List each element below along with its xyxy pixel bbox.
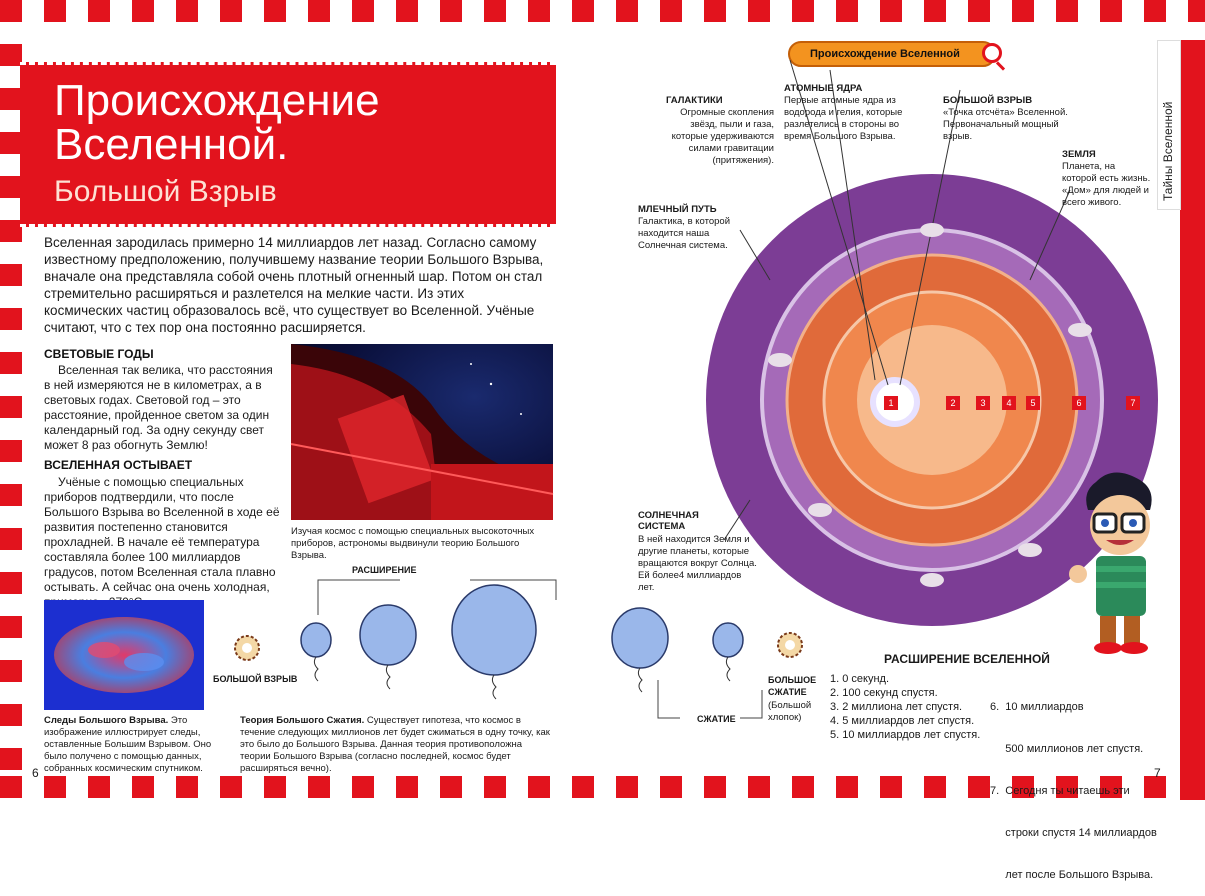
stage-marker-1: 1 bbox=[884, 396, 898, 410]
bigbang-heading: БОЛЬШОЙ ВЗРЫВ bbox=[943, 95, 1033, 106]
intro-paragraph: Вселенная зародилась примерно 14 миллиардов лет назад. Согласно самому известному предположению, получившему название теории Большого Взрыва, вначале она представляла собой очень плотный огненный шар. Потом он стал стремительно расширяться и разлетелся на мелкие части. Из этих космических частиц образовалось всё, что существует во Вселенной. Учёные считают, что с тех пор она постоянно расширяется. bbox=[44, 235, 544, 335]
big-bang-burst-icon bbox=[235, 636, 259, 660]
compression-bracket bbox=[658, 680, 762, 718]
crunch-caption-text: Существует гипотеза, что космос в течение следующих миллионов лет будет сжиматься в одну точку, как это было до Большого Взрыва. Данная теория противоположна теории Большого Взрыва (согласно последней, космос будет расширяться вечно). bbox=[240, 715, 550, 774]
stage-marker-7: 7 bbox=[1126, 396, 1140, 410]
right-red-bar bbox=[1180, 40, 1205, 800]
earth-heading: ЗЕМЛЯ bbox=[1062, 149, 1096, 160]
balloon-5-icon bbox=[713, 623, 743, 681]
title-block bbox=[20, 62, 556, 227]
legend-item: лет после Большого Взрыва. bbox=[990, 869, 1154, 881]
balloon-4-icon bbox=[612, 608, 668, 692]
expansion-label: РАСШИРЕНИЕ bbox=[352, 565, 417, 575]
page-number-right: 7 bbox=[1154, 766, 1161, 780]
observatory-photo bbox=[291, 344, 553, 520]
stage-marker-4: 4 bbox=[1002, 396, 1016, 410]
big-crunch-label: БОЛЬШОЕ СЖАТИЕ bbox=[768, 675, 817, 697]
legend-item: строки спустя 14 миллиардов bbox=[990, 827, 1157, 839]
stage-marker-3: 3 bbox=[976, 396, 990, 410]
legend-item: 4. 5 миллиардов лет спустя. bbox=[830, 715, 975, 727]
cmb-caption-text: Это изображение иллюстрирует следы, оставленные Большим Взрывом. Оно было получено с помощью данных, собранных космическим спутником. bbox=[44, 715, 212, 774]
bigbang-text: «Точка отсчёта» Вселенной. Первоначальный мощный взрыв. bbox=[943, 107, 1068, 142]
compression-label: СЖАТИЕ bbox=[697, 714, 736, 724]
solar-heading: СОЛНЕЧНАЯ СИСТЕМА bbox=[638, 510, 699, 532]
light-years-text: Вселенная так велика, что расстояния в ней измеряются не в километрах, а в световых годах. Световой год – это расстояние, пройденное светом за один календарный год. За одну секунду свет может 8 раз обогнуть Землю! bbox=[44, 363, 273, 452]
chapter-side-text: Тайны Вселенной bbox=[1161, 101, 1175, 201]
page-subtitle: Большой Взрыв bbox=[54, 175, 277, 208]
stage-marker-2: 2 bbox=[946, 396, 960, 410]
galaxies-heading: ГАЛАКТИКИ bbox=[666, 95, 723, 106]
big-crunch-sub: (Большой хлопок) bbox=[768, 700, 812, 723]
cmb-caption bbox=[44, 715, 214, 775]
nuclei-text: Первые атомные ядра из водорода и гелия, которые разлетелись в стороны во время Большого Взрыва. bbox=[784, 95, 903, 142]
top-border-stripe bbox=[0, 0, 1205, 22]
page-title bbox=[54, 76, 380, 169]
magnifier-icon bbox=[982, 43, 1002, 63]
topic-tag bbox=[788, 41, 996, 67]
title-line-2: Вселенной. bbox=[54, 120, 289, 169]
crunch-caption-bold: Теория Большого Сжатия. bbox=[240, 715, 365, 726]
legend-column-1 bbox=[830, 672, 990, 742]
nuclei-heading: АТОМНЫЕ ЯДРА bbox=[784, 83, 863, 94]
earth-text: Планета, на которой есть жизнь. «Дом» для людей и всего живого. bbox=[1062, 161, 1151, 208]
balloon-1-icon bbox=[301, 623, 331, 681]
legend-item: 7. Сегодня ты читаешь эти bbox=[990, 785, 1130, 797]
cmb-map-image bbox=[44, 600, 204, 710]
light-years-heading: СВЕТОВЫЕ ГОДЫ bbox=[44, 347, 154, 361]
crunch-caption bbox=[240, 715, 550, 775]
topic-tag-text: Происхождение Вселенной bbox=[810, 48, 960, 60]
page-number-left: 6 bbox=[32, 766, 39, 780]
galaxies-text: Огромные скопления звёзд, пыли и газа, которые удерживаются силами гравитации (притяжения). bbox=[671, 107, 774, 166]
legend-item: 500 миллионов лет спустя. bbox=[990, 743, 1144, 755]
big-bang-label: БОЛЬШОЙ ВЗРЫВ bbox=[213, 674, 298, 684]
chapter-side-label bbox=[1157, 40, 1181, 210]
legend-item: 6. 10 миллиардов bbox=[990, 701, 1084, 713]
legend-item: 3. 2 миллиона лет спустя. bbox=[830, 701, 963, 713]
balloon-2-icon bbox=[360, 605, 416, 689]
cmb-caption-bold: Следы Большого Взрыва. bbox=[44, 715, 169, 726]
cartoon-boy-illustration bbox=[1058, 470, 1168, 660]
cooling-heading: ВСЕЛЕННАЯ ОСТЫВАЕТ bbox=[44, 458, 193, 472]
balloon-3-icon bbox=[452, 585, 536, 699]
photo-caption: Изучая космос с помощью специальных высокоточных приборов, астрономы выдвинули теорию Большого Взрыва. bbox=[291, 526, 535, 561]
legend-item: 1. 0 секунд. bbox=[830, 673, 890, 685]
milkyway-text: Галактика, в которой находится наша Солнечная система. bbox=[638, 216, 730, 251]
stage-marker-6: 6 bbox=[1072, 396, 1086, 410]
legend-column-2 bbox=[990, 672, 1170, 896]
title-line-1: Происхождение bbox=[54, 76, 380, 125]
stage-marker-5: 5 bbox=[1026, 396, 1040, 410]
legend-item: 5. 10 миллиардов лет спустя. bbox=[830, 729, 981, 741]
left-border-stripe bbox=[0, 0, 22, 798]
cooling-text: Учёные с помощью специальных приборов подтвердили, что после Большого Взрыва во Вселенной в ходе её развития постепенно становится прохладней. В начале её температура составляла более 100 миллиардов градусов, потом Вселенная стала плавно остывать. А сейчас она очень холодная, bbox=[44, 475, 280, 594]
milkyway-heading: МЛЕЧНЫЙ ПУТЬ bbox=[638, 204, 717, 215]
solar-text: В ней находится Земля и другие планеты, которые вращаются вокруг Солнца. Ей более4 миллиардов лет. bbox=[638, 534, 757, 593]
big-crunch-burst-icon bbox=[778, 633, 802, 657]
legend-item: 2. 100 секунд спустя. bbox=[830, 687, 938, 699]
legend-heading: РАСШИРЕНИЕ ВСЕЛЕННОЙ bbox=[884, 652, 1050, 666]
